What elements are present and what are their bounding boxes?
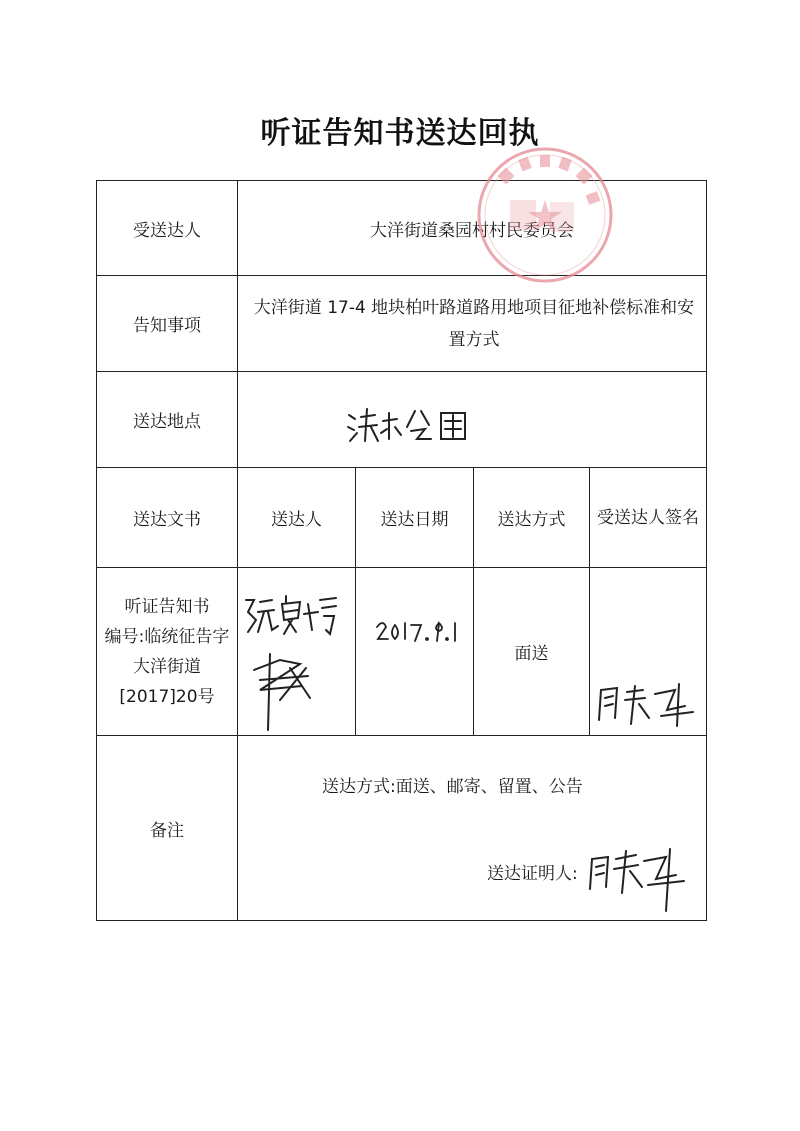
server-header: 送达人 [238, 468, 356, 568]
handwritten-location [345, 405, 475, 445]
official-seal [470, 140, 620, 290]
notice-number: 编号:临统征告字大洋街道[2017]20号 [104, 626, 230, 707]
recipient-value: 大洋街道桑园村村民委员会 [238, 181, 707, 276]
subject-value: 大洋街道 17-4 地块柏叶路道路用地项目征地补偿标准和安置方式 [238, 276, 707, 372]
document-title: 听证告知书送达回执 [260, 116, 540, 151]
date-cell [356, 568, 474, 736]
remarks-label: 备注 [97, 736, 238, 921]
document-label: 送达文书 [97, 468, 238, 568]
handwritten-date [375, 615, 465, 645]
remarks-witness-label: 送达证明人: [487, 864, 578, 884]
recipient-label: 受送达人 [97, 181, 238, 276]
location-label: 送达地点 [97, 372, 238, 468]
remarks-methods: 送达方式:面送、邮寄、留置、公告 [322, 777, 583, 797]
method-header: 送达方式 [474, 468, 590, 568]
date-header: 送达日期 [356, 468, 474, 568]
handwritten-witness-signature [586, 845, 686, 915]
row-document-headers [97, 468, 707, 568]
handwritten-server-signature [240, 590, 350, 740]
receipt-table [96, 180, 707, 921]
method-value: 面送 [474, 568, 590, 736]
notice-cell [97, 568, 238, 736]
handwritten-recipient-signature [595, 680, 705, 730]
subject-label: 告知事项 [97, 276, 238, 372]
recipient-sign-header: 受送达人签名 [590, 468, 707, 568]
notice-name: 听证告知书 [124, 596, 210, 617]
